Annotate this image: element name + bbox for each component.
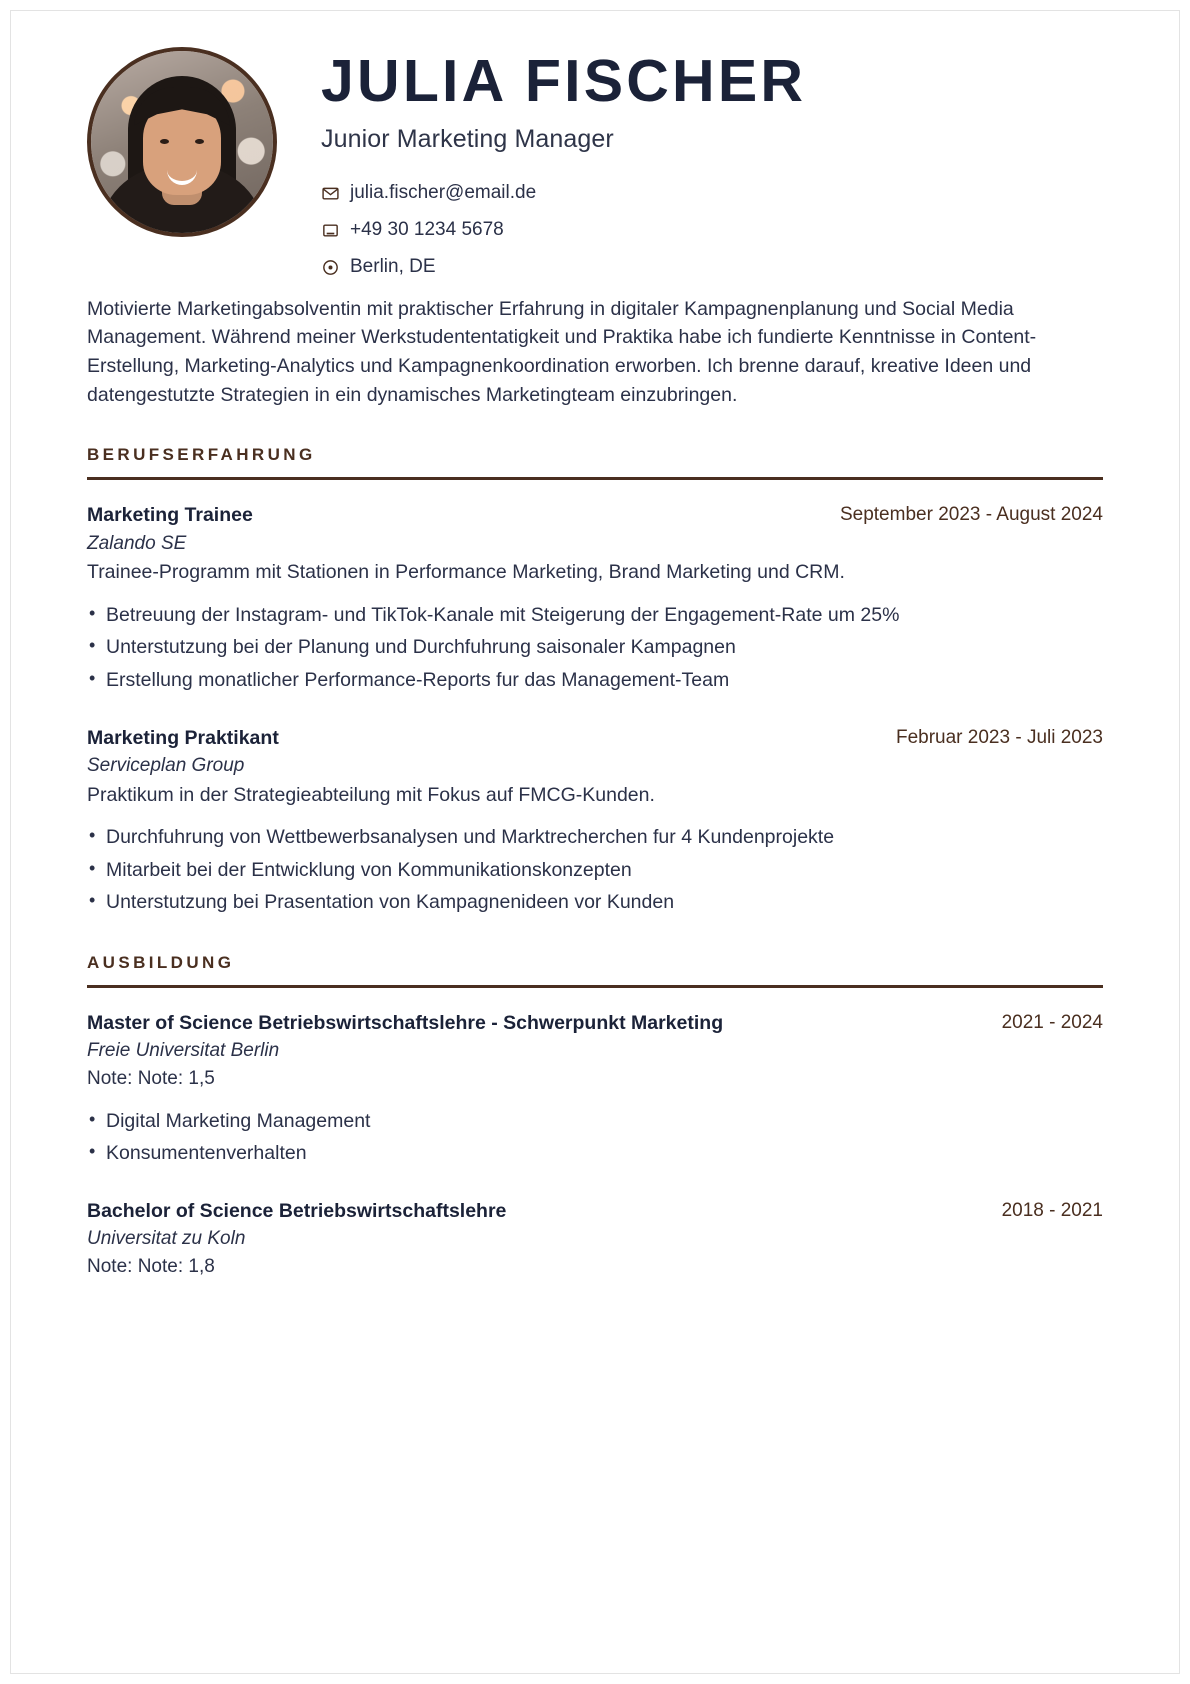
list-item: • Betreuung der Instagram- und TikTok-Kanale mit Steigerung der Engagement-Rate um 25% <box>87 602 1103 630</box>
entry-organization: Serviceplan Group <box>87 754 245 776</box>
entry-degree: Bachelor of Science Betriebswirtschaftslehre <box>87 1199 507 1222</box>
contact-location-value: Berlin, DE <box>350 255 436 277</box>
list-item: • Digital Marketing Management <box>87 1108 1103 1136</box>
contact-email <box>321 182 1103 205</box>
list-item: • Unterstutzung bei Prasentation von Kampagnenideen vor Kunden <box>87 889 1103 917</box>
resume-header <box>87 41 1103 293</box>
candidate-name: JULIA FISCHER <box>321 48 807 114</box>
entry-bullets <box>87 824 1103 917</box>
entry-date: September 2023 - August 2024 <box>839 504 1103 526</box>
professional-summary: Motivierte Marketingabsolventin mit praktischer Erfahrung in digitaler Kampagnenplanung und Social Media Management. Während meiner Werkstudententatigkeit und Praktika habe ich fundierte Kenntnisse in Content-Erstellung, Marketing-Analytics und Kampagnenkoordination erworben. Ich brenne darauf, kreative Ideen und datengestutzte Strategien in ein dynamisches Marketingteam einzubringen. <box>87 297 1037 406</box>
avatar <box>87 47 277 237</box>
list-item: • Mitarbeit bei der Entwicklung von Kommunikationskonzepten <box>87 857 1103 885</box>
contact-phone <box>321 219 1103 242</box>
resume-sheet <box>10 10 1180 1674</box>
avatar-eye-right <box>195 139 204 144</box>
list-item: • Durchfuhrung von Wettbewerbsanalysen und Marktrecherchen fur 4 Kundenprojekte <box>87 824 1103 852</box>
section-divider <box>87 477 1103 480</box>
contact-list <box>321 182 1103 278</box>
contact-location <box>321 256 1103 279</box>
avatar-wrapper <box>87 45 285 237</box>
candidate-job-title: Junior Marketing Manager <box>321 125 614 154</box>
entry-description: Trainee-Programm mit Stationen in Performance Marketing, Brand Marketing und CRM. <box>87 561 845 584</box>
avatar-eye-left <box>160 139 169 144</box>
entry-header <box>87 1010 1103 1036</box>
entry-bullets <box>87 1108 1103 1168</box>
list-item: • Unterstutzung bei der Planung und Durchfuhrung saisonaler Kampagnen <box>87 634 1103 662</box>
entry-grade: Note: Note: 1,5 <box>87 1067 215 1089</box>
section-berufserfahrung <box>87 445 1103 917</box>
experience-entry <box>87 725 1103 917</box>
entry-bullets <box>87 602 1103 695</box>
envelope-icon <box>321 184 340 203</box>
entry-organization: Zalando SE <box>87 532 187 554</box>
section-title-berufserfahrung: BERUFSERFAHRUNG <box>87 445 316 465</box>
list-item: • Konsumentenverhalten <box>87 1140 1103 1168</box>
entry-header <box>87 1198 1103 1224</box>
contact-phone-value: +49 30 1234 5678 <box>350 218 504 240</box>
entry-header <box>87 502 1103 528</box>
entry-description: Praktikum in der Strategieabteilung mit Fokus auf FMCG-Kunden. <box>87 783 655 806</box>
list-item: • Erstellung monatlicher Performance-Reports fur das Management-Team <box>87 667 1103 695</box>
entry-header <box>87 725 1103 751</box>
education-entry <box>87 1198 1103 1280</box>
location-pin-icon <box>321 258 340 277</box>
section-ausbildung <box>87 953 1103 1280</box>
phone-icon <box>321 221 340 240</box>
entry-institution: Universitat zu Koln <box>87 1228 246 1250</box>
section-title-ausbildung: AUSBILDUNG <box>87 952 235 972</box>
contact-email-value: julia.fischer@email.de <box>350 182 537 204</box>
header-text-block <box>285 45 1103 293</box>
entry-date: 2021 - 2024 <box>1001 1011 1103 1033</box>
entry-grade: Note: Note: 1,8 <box>87 1255 215 1277</box>
entry-degree: Master of Science Betriebswirtschaftslehre - Schwerpunkt Marketing <box>87 1011 724 1034</box>
entry-date: 2018 - 2021 <box>1001 1199 1103 1221</box>
entry-institution: Freie Universitat Berlin <box>87 1040 280 1062</box>
section-divider <box>87 985 1103 988</box>
entry-role: Marketing Praktikant <box>87 726 279 749</box>
education-entry <box>87 1010 1103 1168</box>
entry-role: Marketing Trainee <box>87 504 253 527</box>
entry-date: Februar 2023 - Juli 2023 <box>895 726 1103 748</box>
experience-entry <box>87 502 1103 694</box>
